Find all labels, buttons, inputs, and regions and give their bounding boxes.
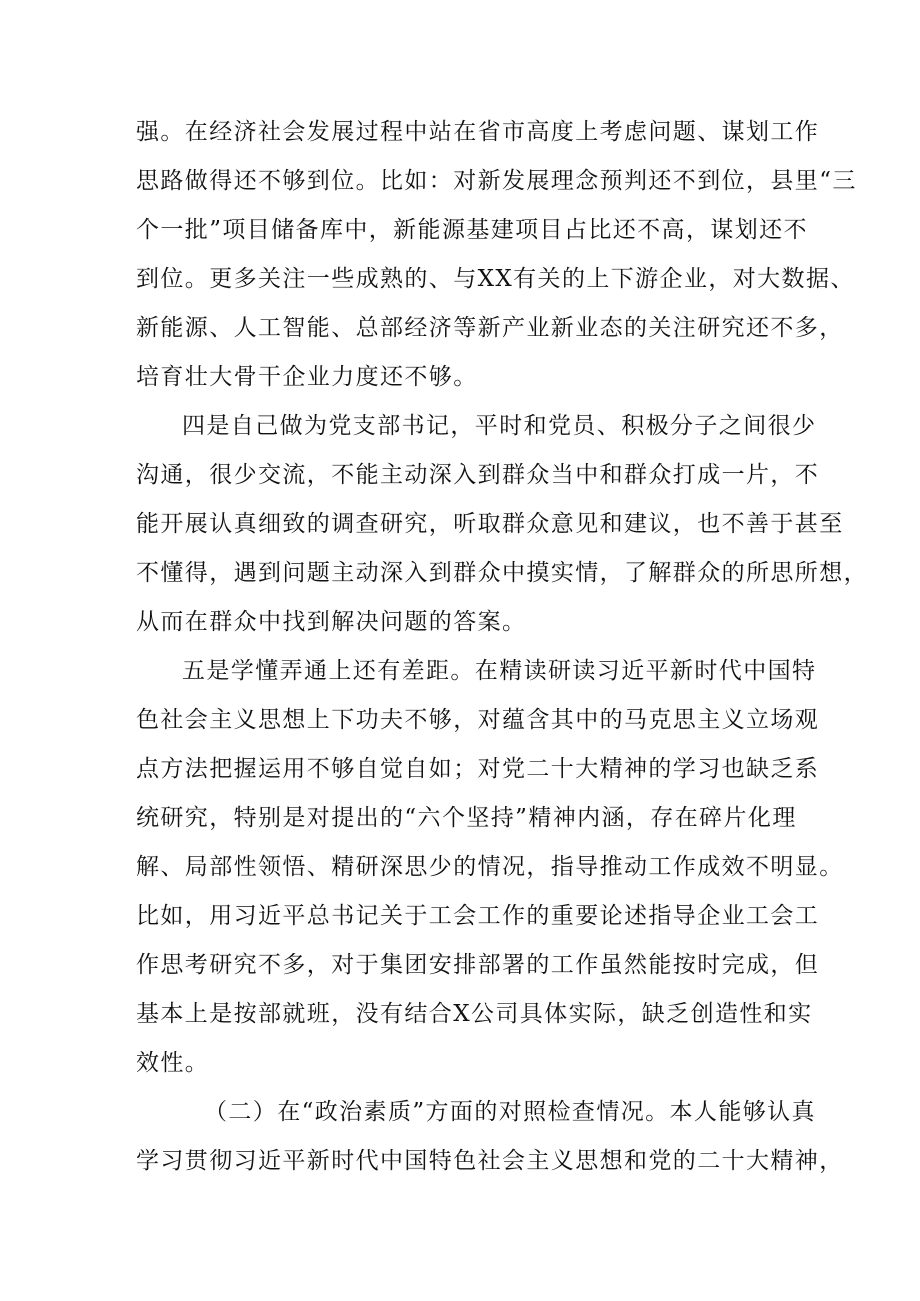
text-line: 沟通，很少交流，不能主动深入到群众当中和群众打成一片，不 bbox=[136, 462, 820, 488]
text-line: 新能源、人工智能、总部经济等新产业新业态的关注研究还不多， bbox=[136, 315, 844, 341]
text-line: 四是自己做为党支部书记，平时和党员、积极分子之间很少 bbox=[182, 413, 817, 439]
text-line: 学习贯彻习近平新时代中国特色社会主义思想和党的二十大精神， bbox=[136, 1148, 844, 1174]
text-line: 基本上是按部就班，没有结合X公司具体实际，缺乏创造性和实 bbox=[136, 1001, 813, 1027]
paragraph-section-two bbox=[136, 1088, 844, 1186]
text-line: （二）在“政治素质”方面的对照检查情况。本人能够认真 bbox=[204, 1099, 816, 1125]
text-line: 强。在经济社会发展过程中站在省市高度上考虑问题、谋划工作 bbox=[136, 119, 820, 145]
text-line: 统研究，特别是对提出的“六个坚持”精神内涵，存在碎片化理 bbox=[136, 805, 797, 831]
text-line: 个一批”项目储备库中，新能源基建项目占比还不高，谋划还不 bbox=[136, 217, 808, 243]
text-line: 比如，用习近平总书记关于工会工作的重要论述指导企业工会工 bbox=[136, 903, 820, 929]
text-line: 培育壮大骨干企业力度还不够。 bbox=[136, 364, 478, 390]
text-line: 色社会主义思想上下功夫不够，对蕴含其中的马克思主义立场观 bbox=[136, 707, 820, 733]
text-line: 解、局部性领悟、精研深思少的情况，指导推动工作成效不明显。 bbox=[136, 854, 844, 880]
paragraph-four bbox=[136, 402, 868, 647]
text-line: 五是学懂弄通上还有差距。在精读研读习近平新时代中国特 bbox=[182, 658, 817, 684]
text-line: 思路做得还不够到位。比如：对新发展理念预判还不到位，县里“三 bbox=[136, 168, 857, 194]
text-line: 效性。 bbox=[136, 1050, 210, 1076]
text-line: 作思考研究不多，对于集团安排部署的工作虽然能按时完成，但 bbox=[136, 952, 820, 978]
paragraph-continuation bbox=[136, 108, 857, 402]
text-line: 不懂得，遇到问题主动深入到群众中摸实情，了解群众的所思所想， bbox=[136, 560, 868, 586]
document-body bbox=[136, 108, 868, 1186]
paragraph-five bbox=[136, 647, 844, 1088]
text-line: 从而在群众中找到解决问题的答案。 bbox=[136, 609, 527, 635]
text-line: 到位。更多关注一些成熟的、与XX有关的上下游企业，对大数据、 bbox=[136, 266, 855, 292]
text-line: 能开展认真细致的调查研究，听取群众意见和建议，也不善于甚至 bbox=[136, 511, 844, 537]
text-line: 点方法把握运用不够自觉自如；对党二十大精神的学习也缺乏系 bbox=[136, 756, 820, 782]
